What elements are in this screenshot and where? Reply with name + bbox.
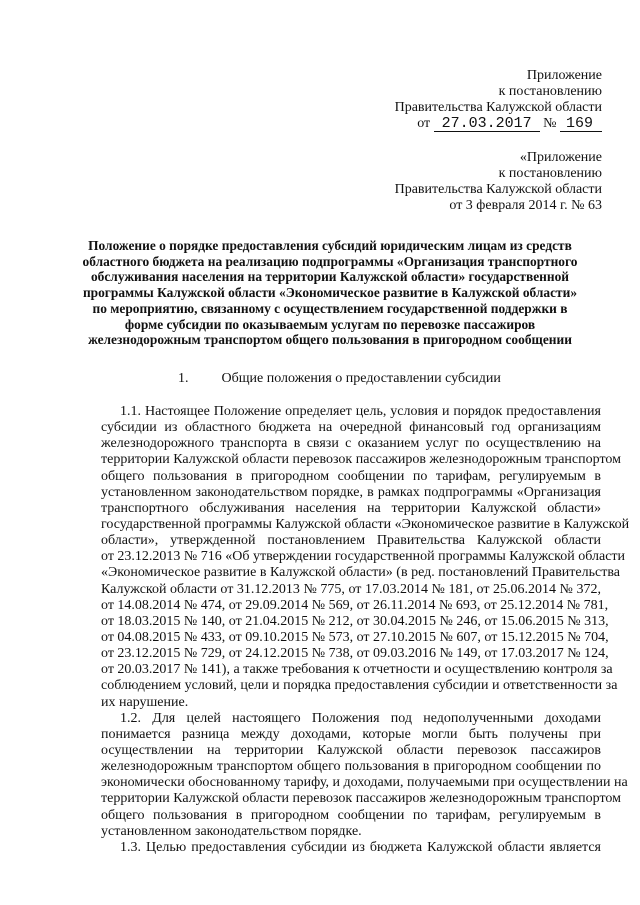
- text-line: от 23.12.2013 № 716 «Об утверждении государственной программы Калужской области: [101, 549, 626, 565]
- text-line: 1.2. Для целей настоящего Положения под недополученными доходами: [120, 710, 601, 726]
- text-line: от 23.12.2015 № 729, от 24.12.2015 № 738, от 09.03.2016 № 149, от 17.03.2017 № 124,: [101, 646, 609, 662]
- text-line: области», утвержденной постановлением Правительства Калужской области: [101, 533, 601, 549]
- title-line: программы Калужской области «Экономическое развитие в Калужской области»: [82, 285, 578, 301]
- resolution-number: 169: [560, 117, 602, 132]
- header-line: Правительства Калужской области: [394, 182, 602, 197]
- appendix-header: [395, 68, 602, 132]
- header-line: от 3 февраля 2014 г. № 63: [449, 198, 602, 213]
- section-heading: [178, 371, 501, 387]
- text-line: субсидии из областного бюджета на очередной финансовый год организациям: [101, 420, 601, 436]
- text-line: общего пользования в пригородном сообщении по тарифам, регулируемым в: [101, 468, 601, 484]
- text-line: от 18.03.2015 № 140, от 21.04.2015 № 212, от 30.04.2015 № 246, от 15.06.2015 № 313,: [101, 613, 609, 629]
- header-line: Приложение: [526, 68, 602, 83]
- header-line: к постановлению: [498, 166, 602, 181]
- text-line: общего пользования в пригородном сообщении по тарифам, регулируемым в: [101, 807, 601, 823]
- text-line: территории Калужской области перевозок пассажиров железнодорожным транспортом: [101, 791, 621, 807]
- section-title: Общие положения о предоставлении субсидии: [221, 371, 501, 386]
- header-line: к постановлению: [498, 84, 602, 99]
- text-line: от 20.03.2017 № 141), а также требования к отчетности и осуществлению контроля за: [101, 662, 613, 678]
- document-body: [101, 404, 630, 856]
- text-line: от 04.08.2015 № 433, от 09.10.2015 № 573, от 27.10.2015 № 607, от 15.12.2015 № 704,: [101, 629, 609, 645]
- document-title: [70, 238, 590, 348]
- text-line: осуществлении на территории Калужской области перевозок пассажиров: [101, 742, 601, 758]
- title-line: Положение о порядке предоставления субсидий юридическим лицам из средств: [88, 238, 572, 253]
- number-prefix: №: [543, 116, 557, 131]
- title-line: по мероприятию, связанному с осуществлением государственной поддержки в: [92, 300, 568, 316]
- header-line: Правительства Калужской области: [394, 100, 602, 115]
- text-line: железнодорожным транспортом общего пользования в пригородном сообщении по: [101, 759, 601, 775]
- text-line: понимается разница между доходами, которые могли быть получены при: [101, 726, 601, 742]
- title-line: областного бюджета на реализацию подпрограммы «Организация транспортного: [82, 253, 578, 269]
- text-line: установленном законодательством порядке.: [101, 823, 362, 839]
- title-line: обслуживания населения на территории Калужской области» государственной: [90, 269, 570, 285]
- text-line: территории Калужской области перевозок пассажиров железнодорожным транспортом: [101, 452, 621, 468]
- date-prefix: от: [417, 116, 431, 131]
- section-number: 1.: [178, 371, 189, 386]
- text-line: соблюдением условий, цели и порядка предоставления субсидии и ответственности за: [101, 678, 618, 694]
- title-line: форме субсидии по оказываемым услугам по перевозке пассажиров: [124, 316, 536, 332]
- text-line: от 14.08.2014 № 474, от 29.09.2014 № 569, от 26.11.2014 № 693, от 25.12.2014 № 781,: [101, 597, 609, 613]
- text-line: экономически обоснованному тарифу, и доходами, получаемыми при осуществлении на: [101, 775, 628, 791]
- resolution-date: 27.03.2017: [434, 117, 540, 132]
- text-line: 1.3. Целью предоставления субсидии из бюджета Калужской области является: [120, 839, 601, 855]
- text-line: их нарушение.: [101, 694, 189, 710]
- text-line: Калужской области от 31.12.2013 № 775, от 17.03.2014 № 181, от 25.06.2014 № 372,: [101, 581, 601, 597]
- text-line: «Экономическое развитие в Калужской области» (в ред. постановлений Правительства: [101, 565, 620, 581]
- original-appendix-header: [395, 150, 602, 214]
- text-line: государственной программы Калужской области «Экономическое развитие в Калужской: [101, 516, 630, 532]
- title-line: железнодорожным транспортом общего пользования в пригородном сообщении: [88, 332, 572, 348]
- text-line: 1.1. Настоящее Положение определяет цель, условия и порядок предоставления: [120, 404, 601, 419]
- text-line: установленном законодательством порядке, в рамках подпрограммы «Организация: [101, 484, 601, 500]
- header-date-line: [395, 116, 602, 132]
- paragraph-1-2: [101, 710, 628, 840]
- header-line: «Приложение: [519, 150, 602, 165]
- text-line: железнодорожного транспорта в связи с оказанием услуг по осуществлению на: [101, 436, 601, 452]
- paragraph-1-3: [101, 840, 601, 856]
- text-line: транспортного обслуживания населения на территории Калужской области»: [101, 500, 601, 516]
- paragraph-1-1: [101, 404, 630, 711]
